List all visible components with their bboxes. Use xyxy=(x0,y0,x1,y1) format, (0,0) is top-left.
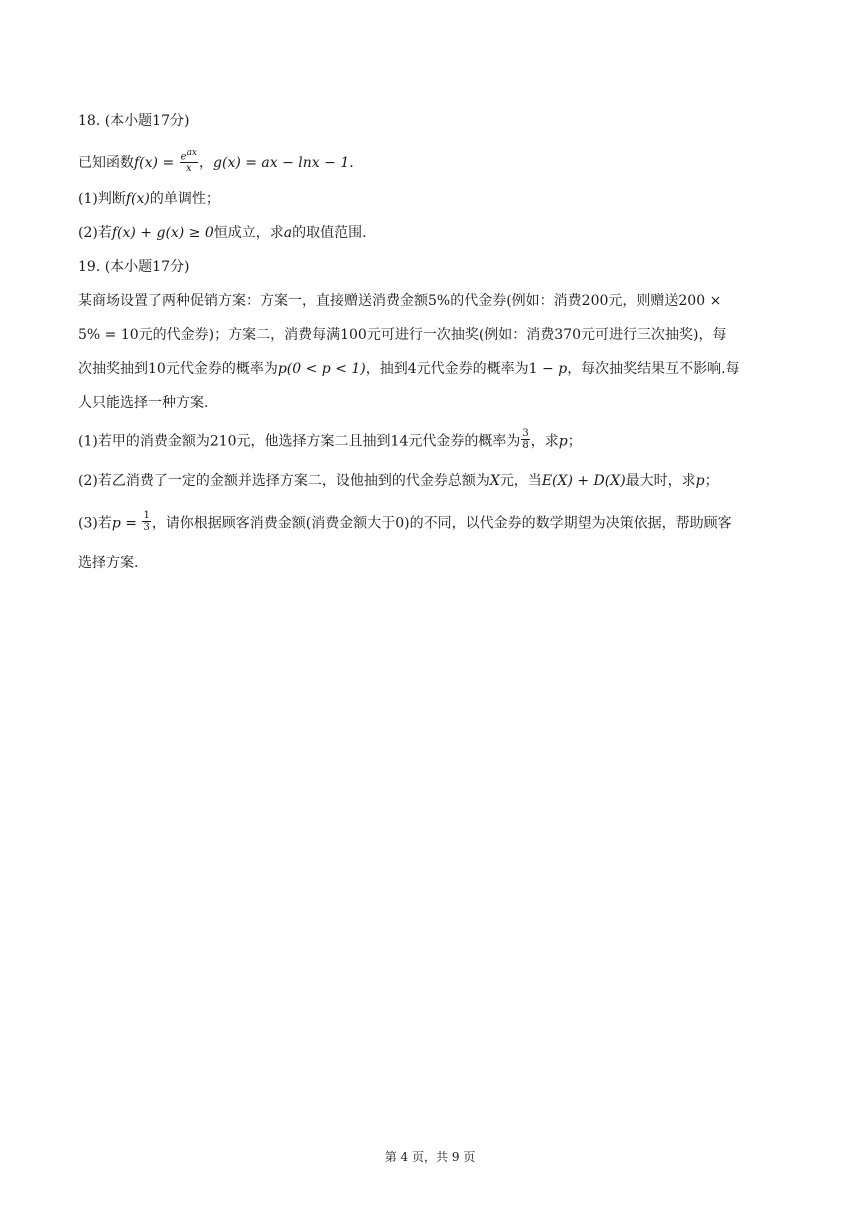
q19-part2: (2)若乙消费了一定的金额并选择方案二，设他抽到的代金券总额为X元，当E(X) + D(X)最大时，求p； xyxy=(78,473,719,489)
page-footer: 第 4 页，共 9 页 xyxy=(384,1150,476,1164)
q19-para-line3: 次抽奖抽到10元代金券的概率为p(0 < p < 1)，抽到4元代金券的概率为1 − p，每次抽奖结果互不影响.每 xyxy=(78,361,740,377)
q19-para-line4: 人只能选择一种方案. xyxy=(78,395,209,411)
q19-part3-line2: 选择方案. xyxy=(78,555,139,571)
exp-fraction: $\frac{e^{ax}}{x}$ xyxy=(180,148,198,175)
q19-part3: (3)若p = $\frac{1}{3}$ ，请你根据顾客消费金额(消费金额大于0)的不同，以代金券的数学期望为决策依据，帮助顾客 xyxy=(78,510,732,533)
q18-header: 18. (本小题17分) xyxy=(78,113,190,129)
q18-part2: (2)若f(x) + g(x) ≥ 0恒成立，求a的取值范围. xyxy=(78,225,367,241)
q18-given: 已知函数f(x) = $\frac{e^{ax}}{x}$ ，g(x) = ax − lnx − 1. xyxy=(78,148,354,175)
q19-header: 19. (本小题17分) xyxy=(78,259,190,275)
fraction-3-8: $\frac{3}{8}$ xyxy=(522,428,529,451)
q18-part1: (1)判断f(x)的单调性； xyxy=(78,191,220,207)
q19-para-line1: 某商场设置了两种促销方案：方案一，直接赠送消费金额5%的代金券(例如：消费200元，则赠送200 × xyxy=(78,293,722,309)
q19-para-line2: 5% = 10元的代金券)；方案二，消费每满100元可进行一次抽奖(例如：消费370元可进行三次抽奖)，每 xyxy=(78,327,727,343)
q19-part1: (1)若甲的消费金额为210元，他选择方案二且抽到14元代金券的概率为 $\frac{3}{8}$ ，求p； xyxy=(78,428,582,451)
fraction-1-3: $\frac{1}{3}$ xyxy=(143,510,150,533)
